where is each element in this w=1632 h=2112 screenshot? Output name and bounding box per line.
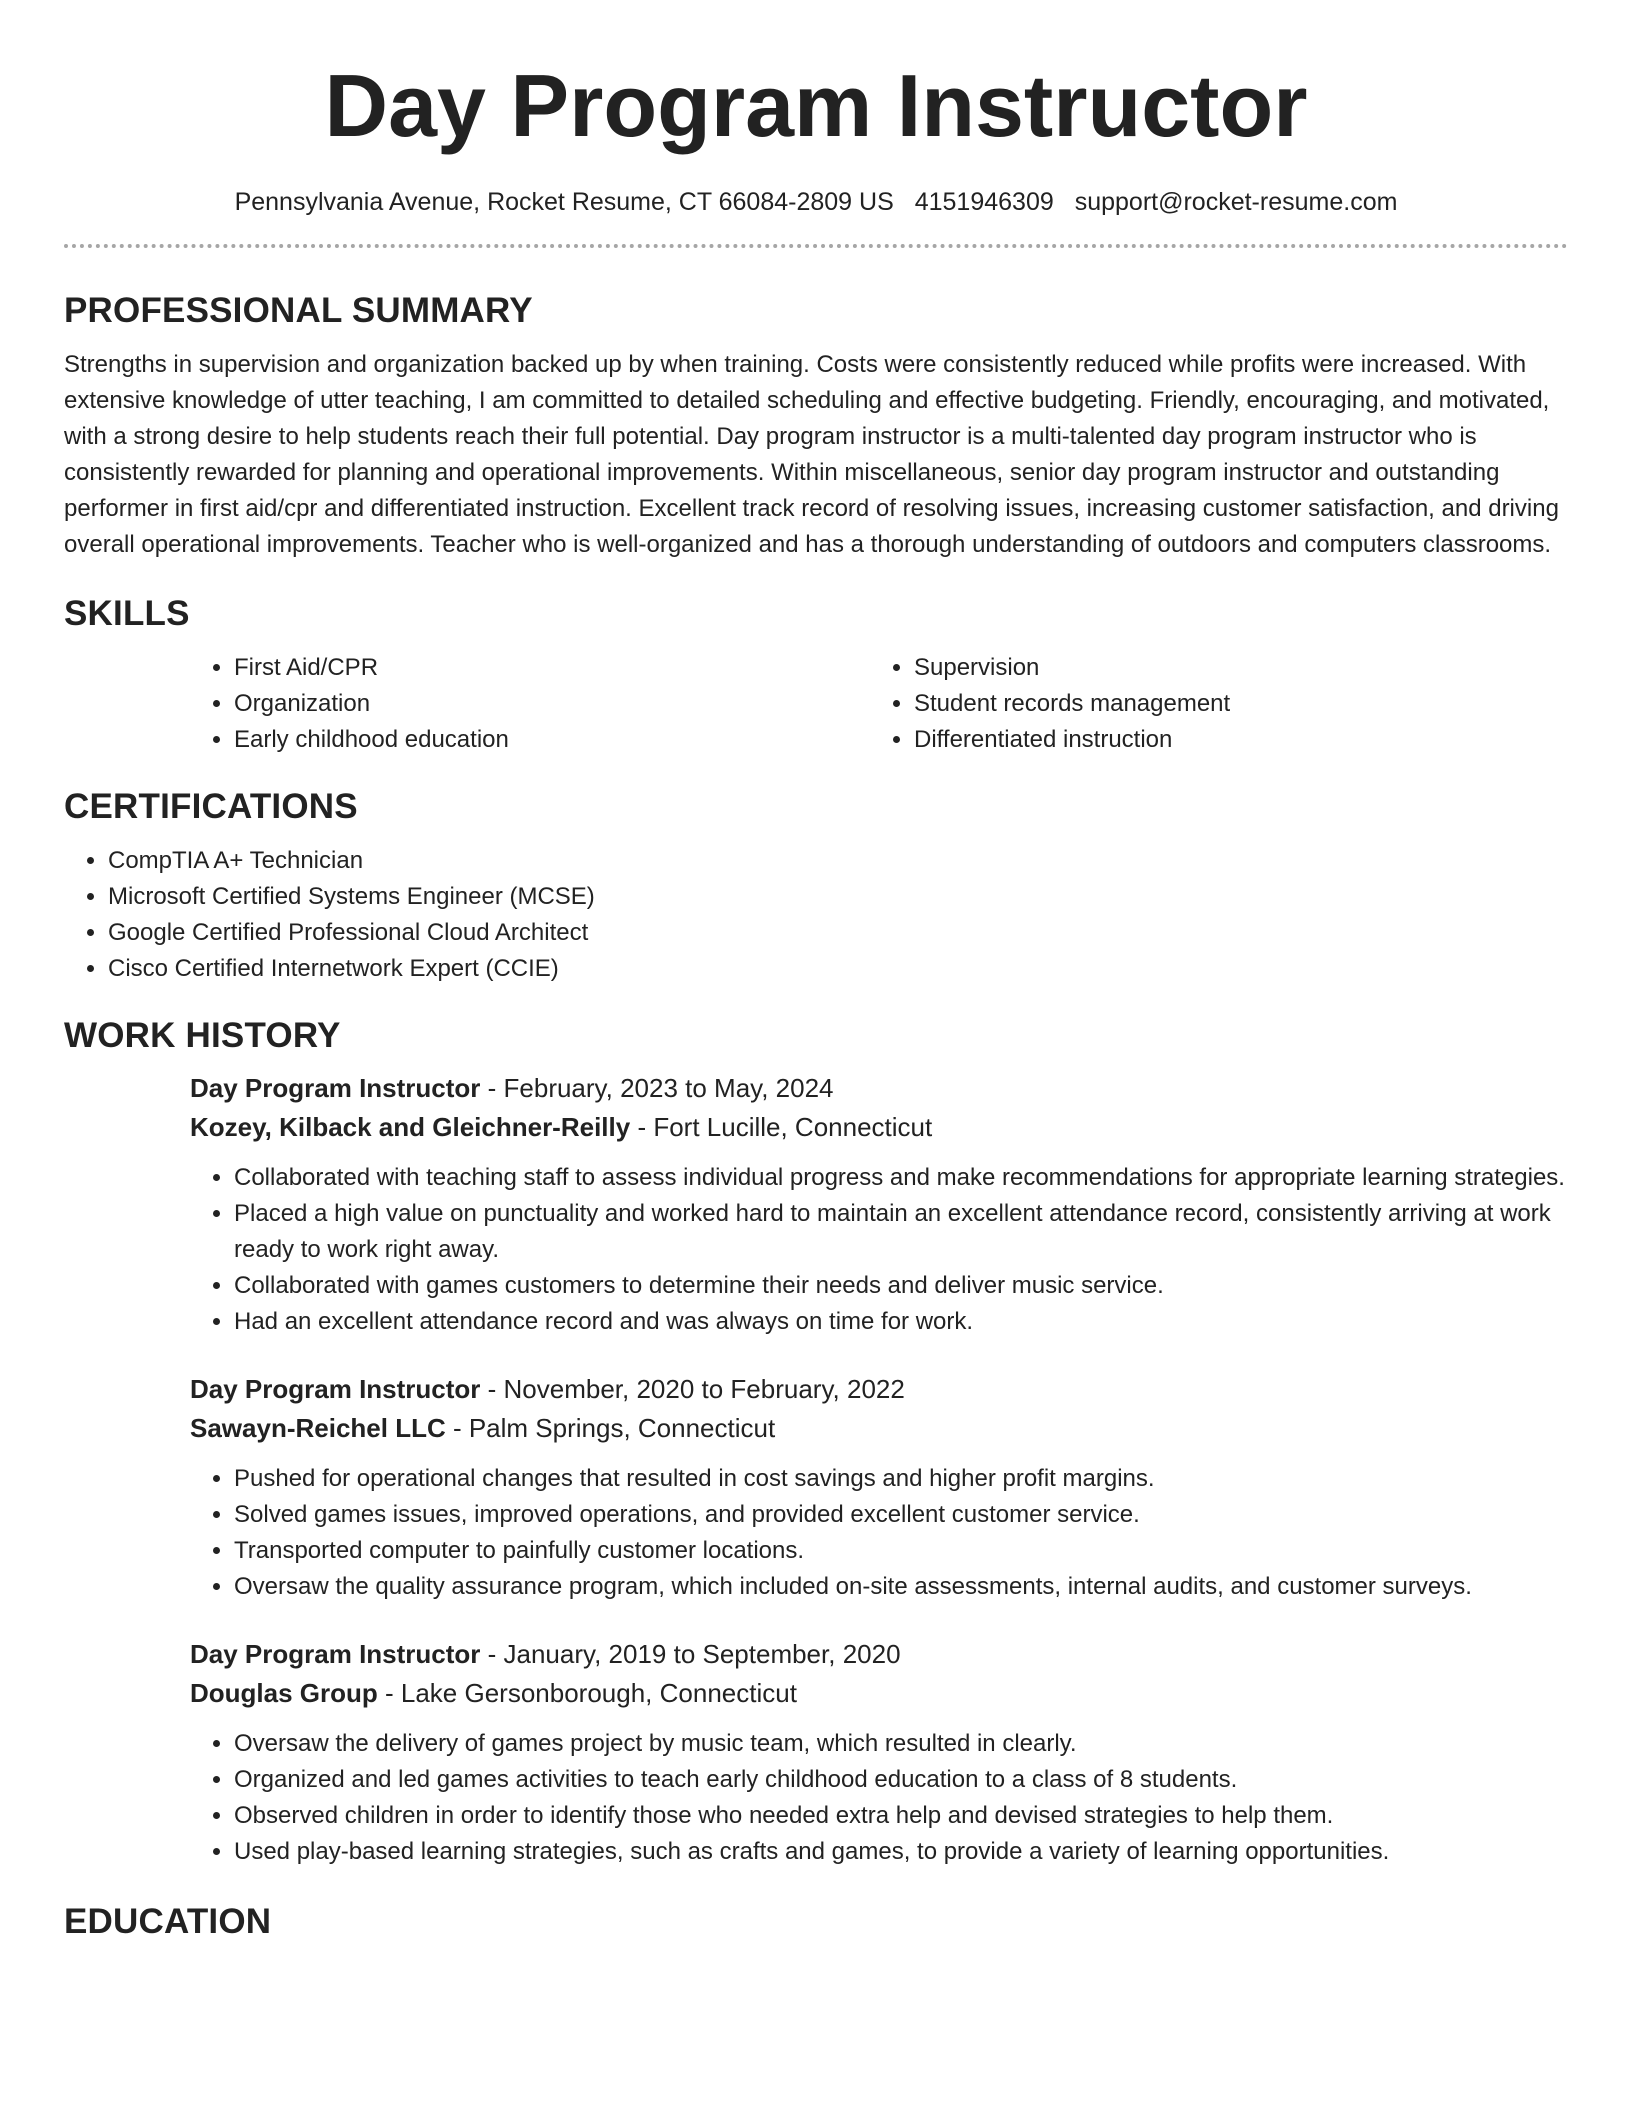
skill-item: • Early childhood education	[234, 722, 870, 758]
job-location: - Fort Lucille, Connecticut	[630, 1112, 933, 1142]
job-bullets	[190, 1160, 1568, 1340]
skills-grid	[190, 650, 1568, 758]
job-location: - Palm Springs, Connecticut	[445, 1413, 776, 1443]
certification-item: • Google Certified Professional Cloud Architect	[108, 915, 1568, 951]
job-dates: - February, 2023 to May, 2024	[480, 1073, 834, 1103]
job-dates: - January, 2019 to September, 2020	[480, 1639, 901, 1669]
job-bullet: • Oversaw the quality assurance program, which included on-site assessments, internal audits, and customer surveys.	[234, 1569, 1568, 1605]
job-role: Day Program Instructor	[190, 1374, 481, 1404]
job-bullet: • Organized and led games activities to teach early childhood education to a class of 8 students.	[234, 1762, 1568, 1798]
job-company: Kozey, Kilback and Gleichner-Reilly	[190, 1112, 631, 1142]
job-bullet: • Placed a high value on punctuality and worked hard to maintain an excellent attendance record, consistently arriving at work ready to work right away.	[234, 1196, 1568, 1268]
skill-item: • Student records management	[914, 686, 1568, 722]
summary-text: Strengths in supervision and organization backed up by when training. Costs were consistently reduced while profits were increased. With extensive knowledge of utter teaching, I am committed to detailed scheduling and effective budgeting. Friendly, encouraging, and motivated, with a strong desire to help students reach their full potential. Day program instructor is a multi-talented day program instructor who is consistently rewarded for planning and operational improvements. Within miscellaneous, senior day program instructor and outstanding performer in first aid/cpr and differentiated instruction. Excellent track record of resolving issues, increasing customer satisfaction, and driving overall operational improvements. Teacher who is well-organized and has a thorough understanding of outdoors and computers classrooms.	[64, 351, 1559, 558]
skills-list-right	[870, 650, 1568, 758]
job-bullet: • Collaborated with games customers to determine their needs and deliver music service.	[234, 1268, 1568, 1304]
work-history-heading: WORK HISTORY	[64, 1016, 341, 1055]
job-title-line	[190, 1069, 1568, 1108]
job-title-line	[190, 1370, 1568, 1409]
contact-email: support@rocket-resume.com	[1074, 188, 1398, 216]
certification-item: • Microsoft Certified Systems Engineer (MCSE)	[108, 879, 1568, 915]
job-bullet: • Had an excellent attendance record and was always on time for work.	[234, 1304, 1568, 1340]
education-heading: EDUCATION	[64, 1902, 272, 1941]
candidate-name: Day Program Instructor	[324, 56, 1308, 155]
skills-list-left	[190, 650, 870, 758]
job-bullet: • Used play-based learning strategies, such as crafts and games, to provide a variety of learning opportunities.	[234, 1834, 1568, 1870]
job-location: - Lake Gersonborough, Connecticut	[377, 1678, 797, 1708]
header-divider	[64, 244, 1568, 248]
skills-heading: SKILLS	[64, 594, 190, 633]
skill-item: • Supervision	[914, 650, 1568, 686]
skill-item: • Organization	[234, 686, 870, 722]
job-company-line	[190, 1409, 1568, 1448]
contact-line	[64, 188, 1568, 217]
job-bullet: • Solved games issues, improved operations, and provided excellent customer service.	[234, 1497, 1568, 1533]
job-entry	[190, 1370, 1568, 1605]
job-bullet: • Observed children in order to identify those who needed extra help and devised strategies to help them.	[234, 1798, 1568, 1834]
job-bullet: • Pushed for operational changes that resulted in cost savings and higher profit margins.	[234, 1461, 1568, 1497]
certifications-list	[64, 843, 1568, 987]
certifications-heading: CERTIFICATIONS	[64, 787, 358, 826]
job-company-line	[190, 1108, 1568, 1147]
job-bullet: • Oversaw the delivery of games project by music team, which resulted in clearly.	[234, 1726, 1568, 1762]
certification-item: • Cisco Certified Internetwork Expert (CCIE)	[108, 951, 1568, 987]
job-bullet: • Collaborated with teaching staff to assess individual progress and make recommendations for appropriate learning strategies.	[234, 1160, 1568, 1196]
certification-item: • CompTIA A+ Technician	[108, 843, 1568, 879]
contact-address: Pennsylvania Avenue, Rocket Resume, CT 66084-2809 US	[234, 188, 894, 216]
job-entry	[190, 1069, 1568, 1340]
job-title-line	[190, 1635, 1568, 1674]
job-bullets	[190, 1461, 1568, 1605]
job-role: Day Program Instructor	[190, 1073, 481, 1103]
job-bullet: • Transported computer to painfully customer locations.	[234, 1533, 1568, 1569]
contact-phone: 4151946309	[914, 188, 1054, 216]
job-dates: - November, 2020 to February, 2022	[480, 1374, 905, 1404]
job-entry	[190, 1635, 1568, 1870]
job-company: Sawayn-Reichel LLC	[190, 1413, 446, 1443]
job-company-line	[190, 1674, 1568, 1713]
job-company: Douglas Group	[190, 1678, 378, 1708]
job-role: Day Program Instructor	[190, 1639, 481, 1669]
skill-item: • First Aid/CPR	[234, 650, 870, 686]
summary-heading: PROFESSIONAL SUMMARY	[64, 291, 533, 330]
skill-item: • Differentiated instruction	[914, 722, 1568, 758]
job-bullets	[190, 1726, 1568, 1870]
